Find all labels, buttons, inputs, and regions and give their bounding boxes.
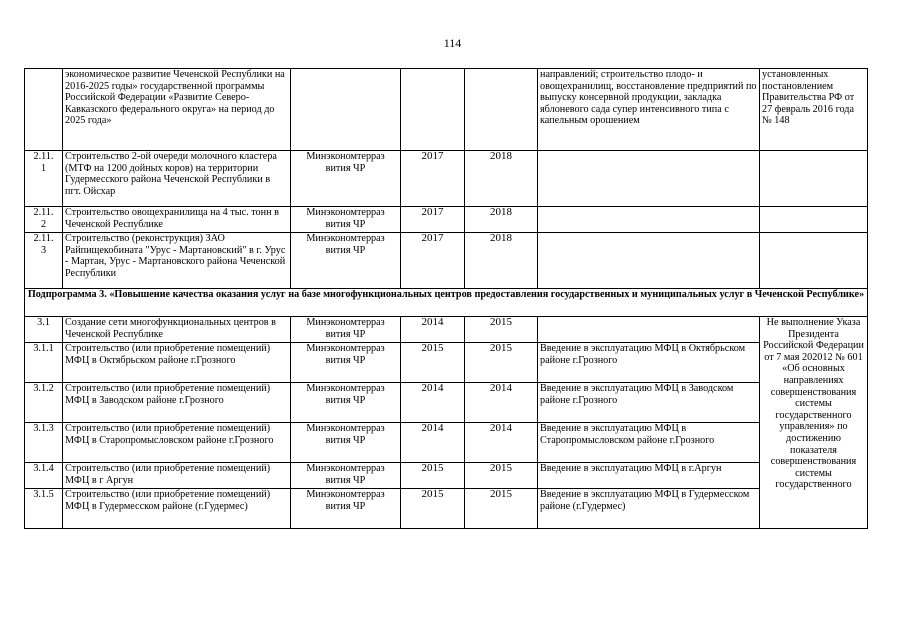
- cell-result: [538, 233, 760, 289]
- cell-exec: Минэкономтерраз вития ЧР: [291, 207, 401, 233]
- cell-num: 3.1.5: [25, 489, 63, 529]
- cell-num: 3.1: [25, 317, 63, 343]
- cell-start: 2015: [401, 489, 465, 529]
- cell-num: 2.11. 1: [25, 151, 63, 207]
- cell-name: Строительство (или приобретение помещений) МФЦ в Старопромысловском районе г.Грозного: [63, 423, 291, 463]
- table-row: [25, 343, 868, 383]
- cell-exec: Минэкономтерраз вития ЧР: [291, 463, 401, 489]
- table-row-continuation: [25, 69, 868, 151]
- table-row: [25, 463, 868, 489]
- cell-exec: Минэкономтерраз вития ЧР: [291, 423, 401, 463]
- cell-basis: [760, 151, 868, 207]
- cell-result: Введение в эксплуатацию МФЦ в Заводском районе г.Грозного: [538, 383, 760, 423]
- cell-start: 2017: [401, 151, 465, 207]
- cell-name: Создание сети многофункциональных центров в Чеченской Республике: [63, 317, 291, 343]
- cell-name: Строительство (или приобретение помещений) МФЦ в Гудермесском районе (г.Гудермес): [63, 489, 291, 529]
- cell-exec: Минэкономтерраз вития ЧР: [291, 343, 401, 383]
- cell-start: 2017: [401, 233, 465, 289]
- cell-num: 3.1.2: [25, 383, 63, 423]
- table-row: [25, 233, 868, 289]
- cell-basis: установленных постановлением Правительства РФ от 27 февраль 2016 года № 148: [760, 69, 868, 151]
- cell-start: 2015: [401, 343, 465, 383]
- cell-end: 2015: [465, 317, 538, 343]
- cell-end: 2015: [465, 343, 538, 383]
- cell-start: 2017: [401, 207, 465, 233]
- cell-start: 2014: [401, 423, 465, 463]
- cell-start: 2015: [401, 463, 465, 489]
- cell-num: [25, 69, 63, 151]
- cell-end: 2015: [465, 489, 538, 529]
- cell-start: 2014: [401, 317, 465, 343]
- cell-exec: Минэкономтерраз вития ЧР: [291, 317, 401, 343]
- cell-end: 2018: [465, 207, 538, 233]
- cell-end: 2014: [465, 423, 538, 463]
- cell-end: 2018: [465, 151, 538, 207]
- table-row: [25, 423, 868, 463]
- cell-name: Строительство 2-ой очереди молочного кластера (МТФ на 1200 дойных коров) на территории Гудермесского района Чеченской Республики в пгт. Ойсхар: [63, 151, 291, 207]
- cell-result: [538, 207, 760, 233]
- cell-name: Строительство овощехранилища на 4 тыс. тонн в Чеченской Республике: [63, 207, 291, 233]
- table-row: [25, 151, 868, 207]
- cell-num: 2.11. 2: [25, 207, 63, 233]
- cell-exec: Минэкономтерраз вития ЧР: [291, 233, 401, 289]
- table-row: [25, 489, 868, 529]
- cell-exec: Минэкономтерраз вития ЧР: [291, 489, 401, 529]
- table-row: [25, 207, 868, 233]
- cell-result: Введение в эксплуатацию МФЦ в Октябрьском районе г.Грозного: [538, 343, 760, 383]
- cell-result: направлений; строительство плодо- и овощехранилищ, восстановление предприятий по выпуску консервной продукции, закладка яблоневого сада супер интенсивного типа с капельным орошением: [538, 69, 760, 151]
- cell-name: Строительство (или приобретение помещений) МФЦ в Заводском районе г.Грозного: [63, 383, 291, 423]
- cell-start: [401, 69, 465, 151]
- cell-result: [538, 317, 760, 343]
- cell-end: [465, 69, 538, 151]
- cell-name: Строительство (реконструкция) ЗАО Райпищекобината "Урус - Мартановский" в г. Урус - Мартан, Урус - Мартановского района Чеченской Республики: [63, 233, 291, 289]
- subprogram-row: [25, 289, 868, 317]
- cell-name: экономическое развитие Чеченской Республики на 2016-2025 годы» государственной программы Российской Федерации «Развитие Северо-Кавказского федерального округа» на период до 2025 года»: [63, 69, 291, 151]
- cell-result: Введение в эксплуатацию МФЦ в Гудермесском районе (г.Гудермес): [538, 489, 760, 529]
- cell-num: 3.1.4: [25, 463, 63, 489]
- cell-exec: Минэкономтерраз вития ЧР: [291, 383, 401, 423]
- cell-num: 3.1.1: [25, 343, 63, 383]
- program-table: [24, 68, 868, 529]
- cell-basis: [760, 233, 868, 289]
- cell-end: 2015: [465, 463, 538, 489]
- page-number: 114: [443, 36, 462, 50]
- cell-num: 3.1.3: [25, 423, 63, 463]
- cell-end: 2018: [465, 233, 538, 289]
- cell-result: [538, 151, 760, 207]
- cell-name: Строительство (или приобретение помещений) МФЦ в Октябрьском районе г.Грозного: [63, 343, 291, 383]
- cell-result: Введение в эксплуатацию МФЦ в Старопромысловском районе г.Грозного: [538, 423, 760, 463]
- subprogram-title: Подпрограмма 3. «Повышение качества оказания услуг на базе многофункциональных центров предоставления государственных и муниципальных услуг в Чеченской Республике»: [25, 289, 868, 317]
- cell-start: 2014: [401, 383, 465, 423]
- table-row: [25, 383, 868, 423]
- cell-exec: [291, 69, 401, 151]
- cell-num: 2.11. 3: [25, 233, 63, 289]
- cell-basis: [760, 207, 868, 233]
- cell-exec: Минэкономтерраз вития ЧР: [291, 151, 401, 207]
- cell-result: Введение в эксплуатацию МФЦ в г.Аргун: [538, 463, 760, 489]
- table-row: [25, 317, 868, 343]
- side-note: Не выполнение Указа Президента Российской Федерации от 7 мая 202012 № 601 «Об основных направлениях совершенствования системы государственного управления» по достижению показателя совершенствования системы государственного: [760, 317, 868, 529]
- cell-end: 2014: [465, 383, 538, 423]
- cell-name: Строительство (или приобретение помещений) МФЦ в г Аргун: [63, 463, 291, 489]
